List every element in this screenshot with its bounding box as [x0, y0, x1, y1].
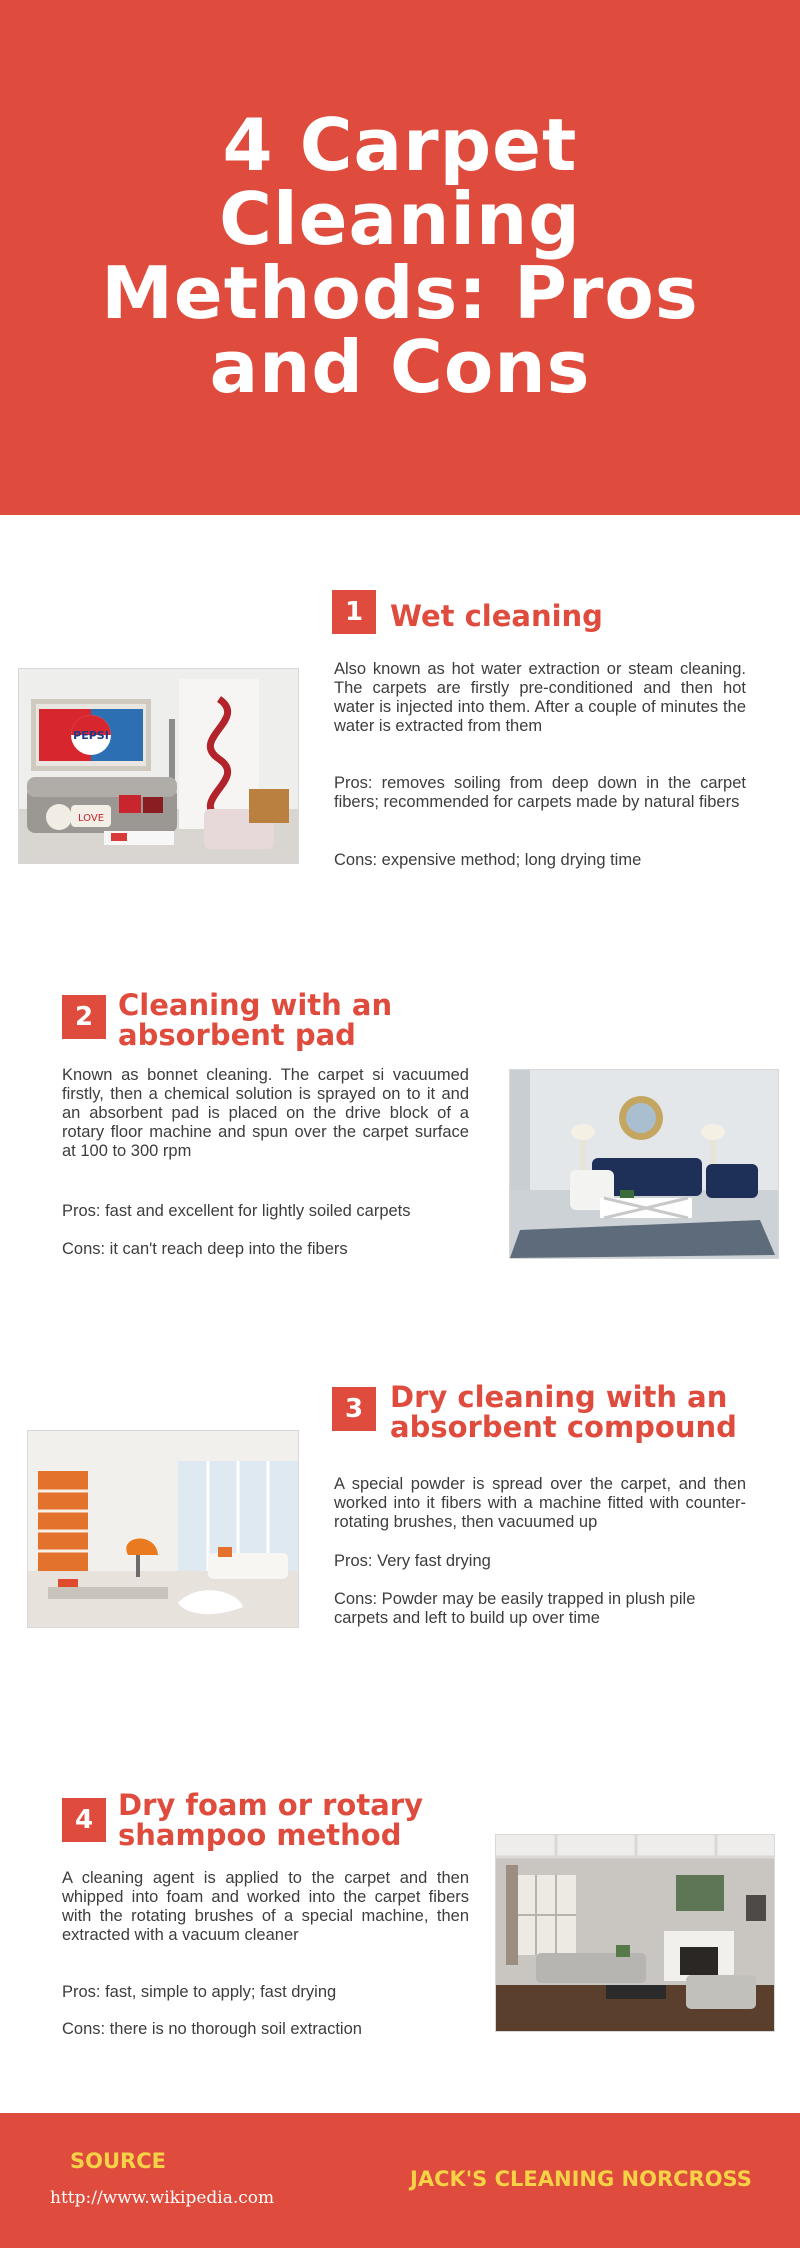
living-room-gray-illustration	[496, 1835, 774, 2031]
source-label: SOURCE	[70, 2149, 166, 2173]
method-3-pros: Pros: Very fast drying	[334, 1552, 491, 1570]
method-2-number: 2	[62, 995, 106, 1039]
method-4-cons: Cons: there is no thorough soil extraction	[62, 2020, 362, 2038]
company-name: JACK'S CLEANING NORCROSS	[410, 2167, 752, 2191]
pepsi-sign-text: PEPSI	[73, 729, 109, 742]
method-3-number: 3	[332, 1387, 376, 1431]
method-1-photo	[18, 668, 299, 864]
method-2-description: Known as bonnet cleaning. The carpet si vacuumed firstly, then a chemical solution is sprayed on to it and an absorbent pad is placed on the drive block of a rotary floor machine and spun over the carpet surface at 100 to 300 rpm	[62, 1066, 469, 1160]
method-2-pros: Pros: fast and excellent for lightly soiled carpets	[62, 1202, 411, 1220]
living-room-orange-illustration	[28, 1431, 298, 1627]
method-2-title: Cleaning with an absorbent pad	[118, 988, 393, 1052]
footer-banner	[0, 2113, 800, 2248]
method-2-cons: Cons: it can't reach deep into the fibers	[62, 1240, 348, 1258]
method-1-description: Also known as hot water extraction or steam cleaning. The carpets are firstly pre-conditioned and then hot water is injected into them. After a couple of minutes the water is extracted from them	[334, 660, 746, 735]
method-4-number: 4	[62, 1798, 106, 1842]
method-2-photo	[509, 1069, 779, 1259]
method-3-photo	[27, 1430, 299, 1628]
method-3-cons: Cons: Powder may be easily trapped in plush pile carpets and left to build up over time	[334, 1590, 696, 1627]
method-1-pros: Pros: removes soiling from deep down in the carpet fibers; recommended for carpets made by natural fibers	[334, 774, 746, 811]
living-room-pepsi-illustration	[19, 669, 298, 863]
method-3-description: A special powder is spread over the carpet, and then worked into it fibers with a machine fitted with counter-rotating brushes, then vacuumed up	[334, 1475, 746, 1531]
method-1-number: 1	[332, 590, 376, 634]
method-3-title: Dry cleaning with an absorbent compound	[390, 1380, 737, 1444]
method-4-photo	[495, 1834, 775, 2032]
method-4-description: A cleaning agent is applied to the carpet and then whipped into foam and worked into the carpet fibers with the rotating brushes of a special machine, then extracted with a vacuum cleaner	[62, 1869, 469, 1944]
source-link[interactable]: http://www.wikipedia.com	[50, 2188, 275, 2208]
method-1-cons: Cons: expensive method; long drying time	[334, 851, 642, 869]
pillow-love-text: LOVE	[77, 813, 105, 824]
method-4-title: Dry foam or rotary shampoo method	[118, 1788, 423, 1852]
page-title: 4 Carpet Cleaning Methods: Pros and Cons	[101, 103, 699, 409]
method-4-pros: Pros: fast, simple to apply; fast drying	[62, 1983, 337, 2001]
header-banner	[0, 0, 800, 515]
method-1-title: Wet cleaning	[390, 599, 603, 633]
living-room-navy-illustration	[510, 1070, 778, 1258]
